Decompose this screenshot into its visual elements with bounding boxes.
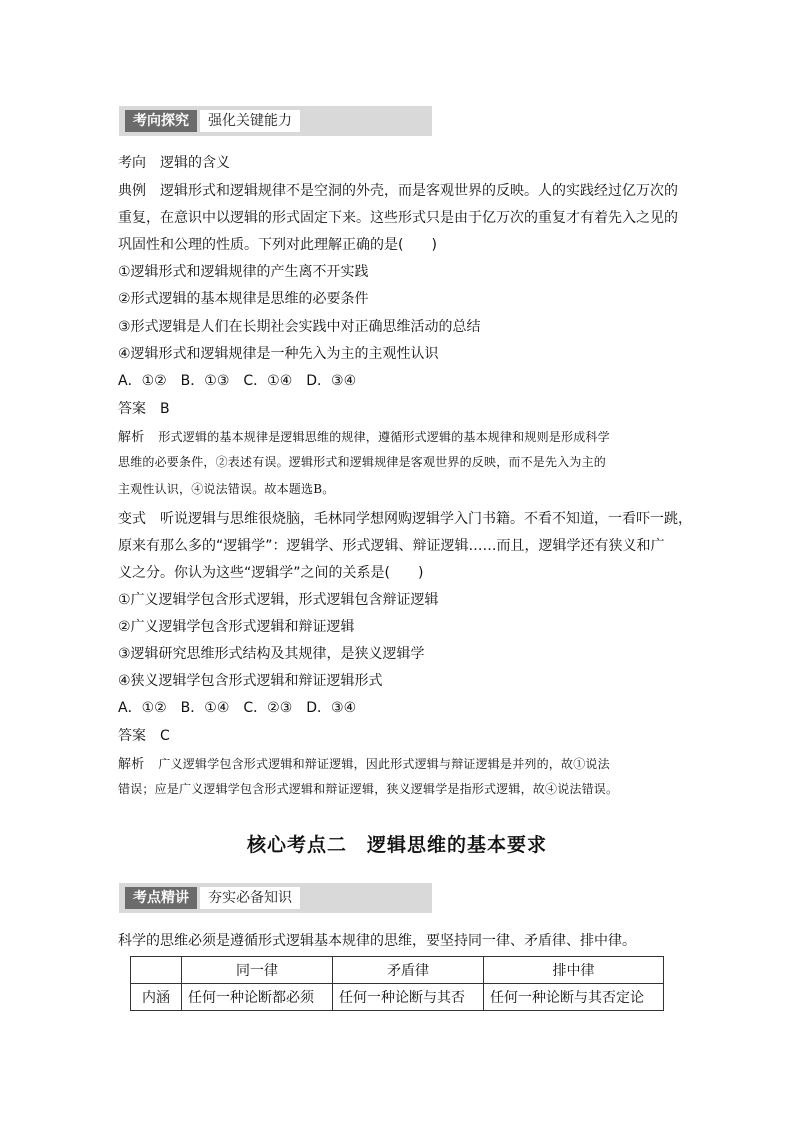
- example-choices: A．①② B．①③ C．①④ D．③④: [118, 373, 357, 389]
- variant-answer: 答案 C: [118, 728, 170, 744]
- example-analysis-3: 主观性认识，④说法错误。故本题选B。: [118, 482, 335, 496]
- table-header-cell: [131, 957, 182, 984]
- topic-text: 逻辑的含义: [160, 155, 230, 171]
- variant-label: 变式: [118, 511, 146, 527]
- banner-tag: 考点精讲: [125, 887, 197, 909]
- topic-label: 考向: [118, 155, 146, 171]
- table-header-row: [131, 957, 664, 984]
- banner-subtitle: 夯实必备知识: [200, 887, 300, 909]
- table-cell: 任何一种论断与其否: [333, 984, 484, 1011]
- variant-option-4: ④狭义逻辑学包含形式逻辑和辩证逻辑形式: [118, 673, 383, 689]
- variant-choices: A．①② B．①④ C．②③ D．③④: [118, 700, 357, 716]
- logic-laws-table: [130, 956, 664, 1011]
- intro-text: 科学的思维必须是遵循形式逻辑基本规律的思维，要坚持同一律、矛盾律、排中律。: [118, 933, 636, 949]
- table-cell: 任何一种论断与其否定论: [484, 984, 664, 1011]
- banner-tag: 考向探究: [125, 110, 197, 132]
- example-label: 典例: [118, 183, 146, 199]
- topic-line: [118, 152, 230, 172]
- variant-option-3: ③逻辑研究思维形式结构及其规律，是狭义逻辑学: [118, 646, 425, 662]
- example-line-1: 典例 逻辑形式和逻辑规律不是空洞的外壳，而是客观世界的反映。人的实践经过亿万次的: [118, 183, 678, 199]
- table-cell: 内涵: [131, 984, 182, 1011]
- variant-line-3: 义之分。你认为这些“逻辑学”之间的关系是( ): [118, 565, 424, 581]
- banner-subtitle: 强化关键能力: [200, 110, 300, 132]
- example-analysis-1: 解析 形式逻辑的基本规律是逻辑思维的规律，遵循形式逻辑的基本规律和规则是形成科学: [118, 430, 610, 445]
- variant-analysis-2: 错误；应是广义逻辑学包含形式逻辑和辩证逻辑，狭义逻辑学是指形式逻辑，故④说法错误。: [118, 782, 619, 796]
- table-header-cell: 排中律: [484, 957, 664, 984]
- example-answer: 答案 B: [118, 401, 170, 417]
- example-line-2: 重复，在意识中以逻辑的形式固定下来。这些形式只是由于亿万次的重复才有着先入之见的: [118, 210, 678, 226]
- example-line-3: 巩固性和公理的性质。下列对此理解正确的是( ): [118, 237, 437, 253]
- example-option-2: ②形式逻辑的基本规律是思维的必要条件: [118, 291, 369, 307]
- variant-line-1: 变式 听说逻辑与思维很烧脑，毛林同学想网购逻辑学入门书籍。不看不知道，一看吓一跳，: [118, 511, 692, 527]
- answer-value: B: [160, 401, 170, 417]
- variant-line-2: 原来有那么多的“逻辑学”：逻辑学、形式逻辑、辩证逻辑……而且，逻辑学还有狭义和广: [118, 538, 665, 554]
- table-header-cell: 同一律: [182, 957, 333, 984]
- variant-option-1: ①广义逻辑学包含形式逻辑，形式逻辑包含辩证逻辑: [118, 592, 439, 608]
- section-banner-key-points: [119, 883, 432, 913]
- variant-option-2: ②广义逻辑学包含形式逻辑和辩证逻辑: [118, 619, 355, 635]
- table-header-cell: 矛盾律: [333, 957, 484, 984]
- section-banner-explore: [119, 106, 432, 136]
- example-option-3: ③形式逻辑是人们在长期社会实践中对正确思维活动的总结: [118, 319, 481, 335]
- section-heading: 核心考点二 逻辑思维的基本要求: [246, 834, 547, 856]
- table-row: [131, 984, 664, 1011]
- variant-analysis-1: 解析 广义逻辑学包含形式逻辑和辩证逻辑，因此形式逻辑与辩证逻辑是并列的，故①说法: [118, 757, 610, 772]
- answer-value: C: [160, 728, 170, 744]
- example-analysis-2: 思维的必要条件，②表述有误。逻辑形式和逻辑规律是客观世界的反映，而不是先入为主的: [118, 455, 607, 469]
- table-cell: 任何一种论断都必须: [182, 984, 333, 1011]
- example-option-4: ④逻辑形式和逻辑规律是一种先入为主的主观性认识: [118, 346, 439, 362]
- example-option-1: ①逻辑形式和逻辑规律的产生离不开实践: [118, 264, 369, 280]
